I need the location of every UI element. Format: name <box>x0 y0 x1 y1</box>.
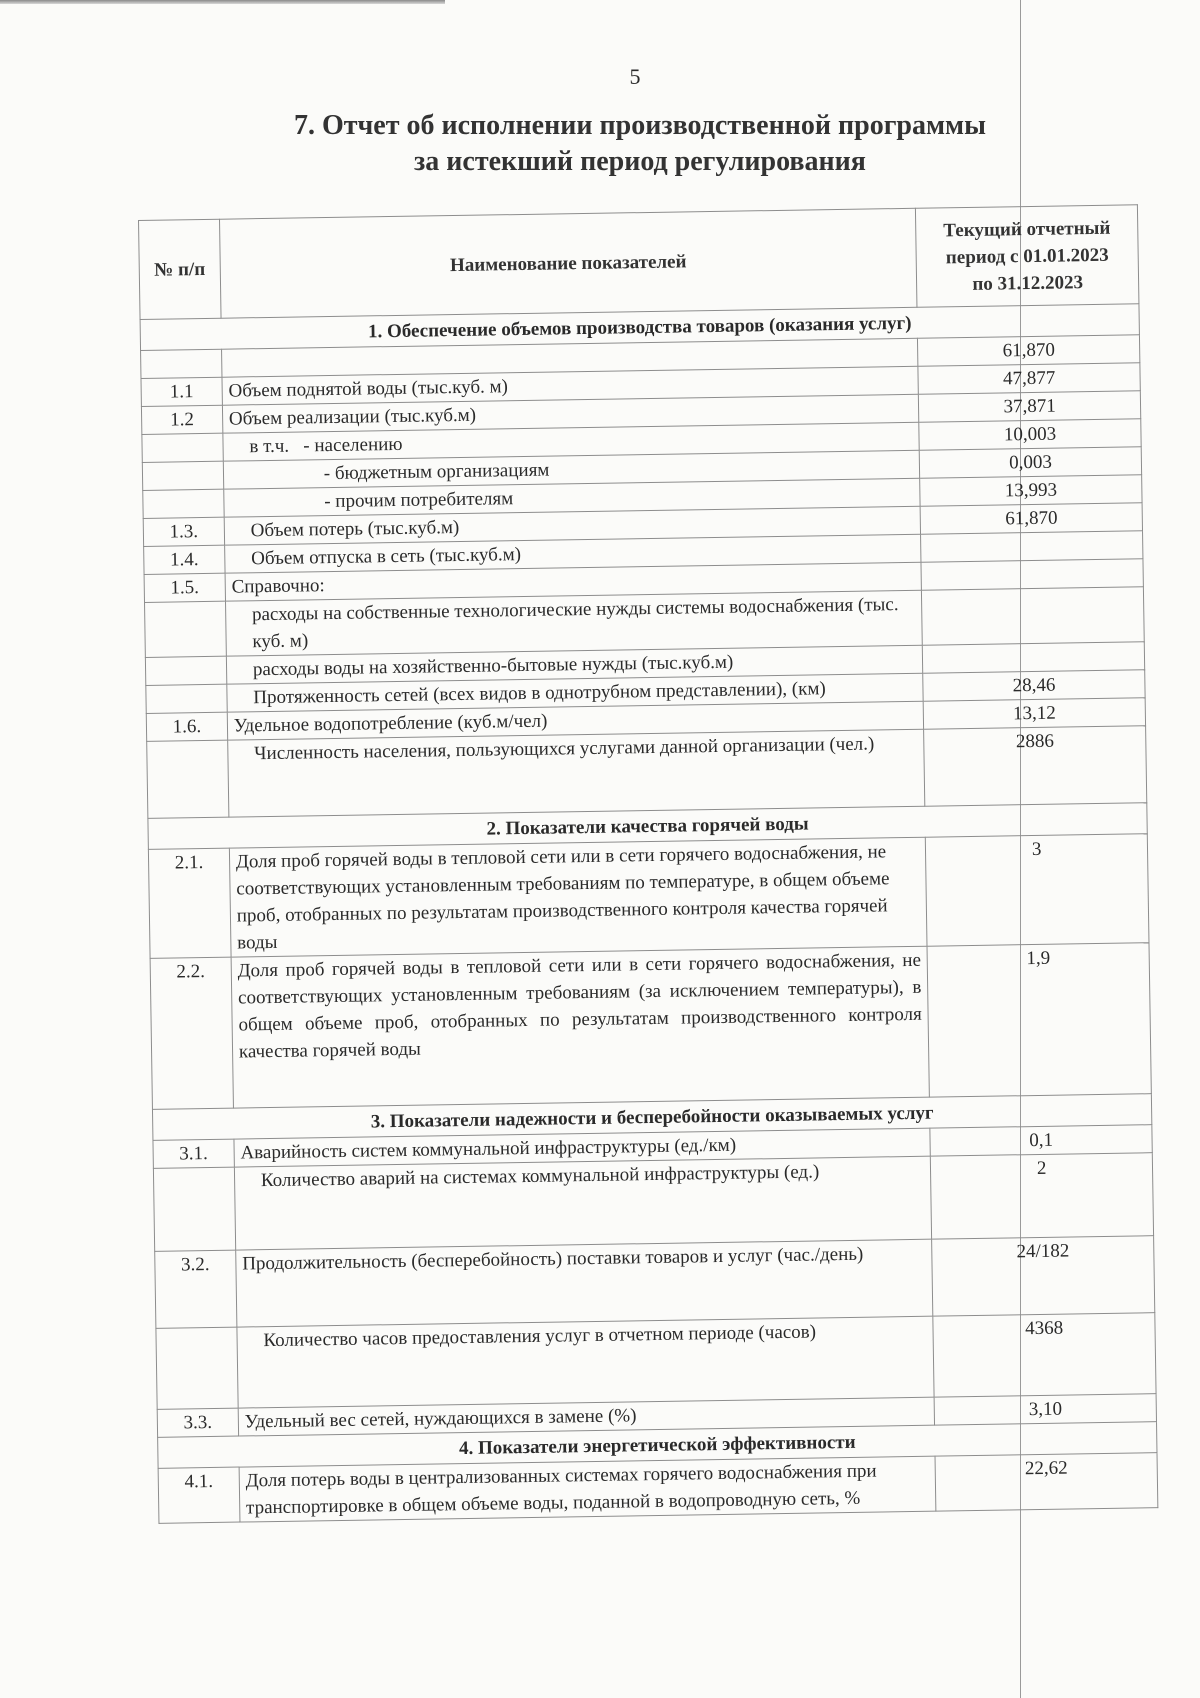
row-num: 4.1. <box>158 1467 240 1523</box>
row-value: 3 <box>926 834 1149 946</box>
row-value: 4368 <box>933 1313 1156 1397</box>
row-num: 2.2. <box>150 957 233 1109</box>
row-value: 3,10 <box>934 1394 1156 1425</box>
row-num: 3.3. <box>157 1408 238 1437</box>
page-number: 5 <box>629 64 641 89</box>
row-num: 1.5. <box>144 573 225 602</box>
row-value: 61,870 <box>920 503 1142 534</box>
row-num: 1.6. <box>146 712 227 741</box>
title-line-2: за истекший период регулирования <box>414 146 866 177</box>
title-line-1: 7. Отчет об исполнении производственной программы <box>293 110 986 141</box>
section-title-4: 4. Показатели энергетической эффективности <box>158 1422 1157 1469</box>
row-name: Справочно: <box>225 562 922 601</box>
row-value: 28,46 <box>923 670 1145 701</box>
row-name: расходы на собственные технологические нужды системы водоснабжения (тыс. куб. м) <box>225 590 922 656</box>
row-value: 37,871 <box>919 391 1141 422</box>
row-value: 10,003 <box>919 419 1141 450</box>
header-value-line-1: Текущий отчетный <box>943 217 1111 241</box>
row-name: Продолжительность (бесперебойность) поставки товаров и услуг (час./день) <box>236 1239 934 1327</box>
row-num: 1.4. <box>144 545 225 574</box>
table-row <box>150 943 1151 1110</box>
row-name: Численность населения, пользующихся услугами данной организации (чел.) <box>228 729 926 817</box>
row-name: Количество часов предоставления услуг в отчетном периоде (часов) <box>237 1316 935 1408</box>
row-num: 3.1. <box>153 1139 234 1168</box>
row-value: 47,877 <box>918 363 1140 394</box>
header-value <box>916 205 1139 307</box>
row-name: расходы воды на хозяйственно-бытовые нужды (тыс.куб.м) <box>226 645 923 684</box>
row-name: - бюджетным организациям <box>223 450 920 489</box>
row-name: Количество аварий на системах коммунальной инфраструктуры (ед.) <box>234 1156 932 1250</box>
row-num: 1.1 <box>141 377 222 406</box>
row-value: 0,003 <box>919 447 1141 478</box>
section-title-1: 1. Обеспечение объемов производства товаров (оказания услуг) <box>140 304 1139 351</box>
row-name: Доля проб горячей воды в тепловой сети или в сети горячего водоснабжения, не соответствующих установленным требованиям по температуре, в общем объеме проб, отобранных по результатам производственного контроля качества горячей воды <box>229 837 927 957</box>
report-table <box>138 204 1158 1524</box>
row-name: Доля проб горячей воды в тепловой сети или в сети горячего водоснабжения, не соответствующих установленным требованиям (за исключением температуры), в общем объеме проб, отобранных по результатам производственного контроля качества горячей воды <box>231 946 930 1108</box>
row-value: 22,62 <box>935 1453 1158 1511</box>
row-name: Объем потерь (тыс.куб.м) <box>224 506 921 545</box>
row-name: Объем реализации (тыс.куб.м) <box>222 394 919 433</box>
section-title-3: 3. Показатели надежности и бесперебойности оказываемых услуг <box>152 1094 1151 1141</box>
row-value <box>922 587 1145 645</box>
row-value: 24/182 <box>932 1236 1155 1316</box>
row-name: Протяженность сетей (всех видов в однотрубном представлении), (км) <box>227 673 924 712</box>
row-value: 13,12 <box>923 698 1145 729</box>
row-name: Доля потерь воды в централизованных системах горячего водоснабжения при транспортировке в общем объеме воды, поданной в водопроводную сеть, % <box>239 1456 936 1522</box>
header-value-line-3: по 31.12.2023 <box>972 271 1084 295</box>
table-row <box>156 1313 1156 1410</box>
row-value: 2886 <box>924 726 1147 806</box>
row-value: 1,9 <box>927 943 1151 1097</box>
row-num: 3.2. <box>155 1250 237 1328</box>
row-num: 2.1. <box>148 848 231 958</box>
row-total-value: 61,870 <box>918 335 1140 366</box>
scan-edge <box>0 0 445 4</box>
row-value <box>922 642 1144 673</box>
table-row <box>153 1153 1153 1252</box>
row-name: Аварийность систем коммунальной инфраструктуры (ед./км) <box>234 1128 931 1167</box>
header-row <box>139 205 1139 320</box>
row-value: 13,993 <box>920 475 1142 506</box>
row-name-text: - населению <box>303 433 403 457</box>
section-title-2: 2. Показатели качества горячей воды <box>148 803 1147 850</box>
row-name: Удельный вес сетей, нуждающихся в замене (%) <box>238 1397 935 1436</box>
row-name: Объем поднятой воды (тыс.куб. м) <box>222 366 919 405</box>
row-name: Удельное водопотребление (куб.м/чел) <box>227 701 924 740</box>
row-name: - прочим потребителям <box>224 478 921 517</box>
row-num: 1.2 <box>141 405 222 434</box>
row-value: 2 <box>931 1153 1154 1239</box>
header-name: Наименование показателей <box>219 208 917 318</box>
row-value <box>921 531 1143 562</box>
row-prefix: в т.ч. <box>249 435 290 458</box>
row-name: Объем отпуска в сеть (тыс.куб.м) <box>224 534 921 573</box>
header-num: № п/п <box>139 219 221 319</box>
table-row <box>148 834 1149 959</box>
row-value: 0,1 <box>930 1125 1152 1156</box>
header-value-line-2: период с 01.01.2023 <box>945 244 1109 268</box>
row-num: 1.3. <box>143 517 224 546</box>
page-title <box>250 108 1030 180</box>
